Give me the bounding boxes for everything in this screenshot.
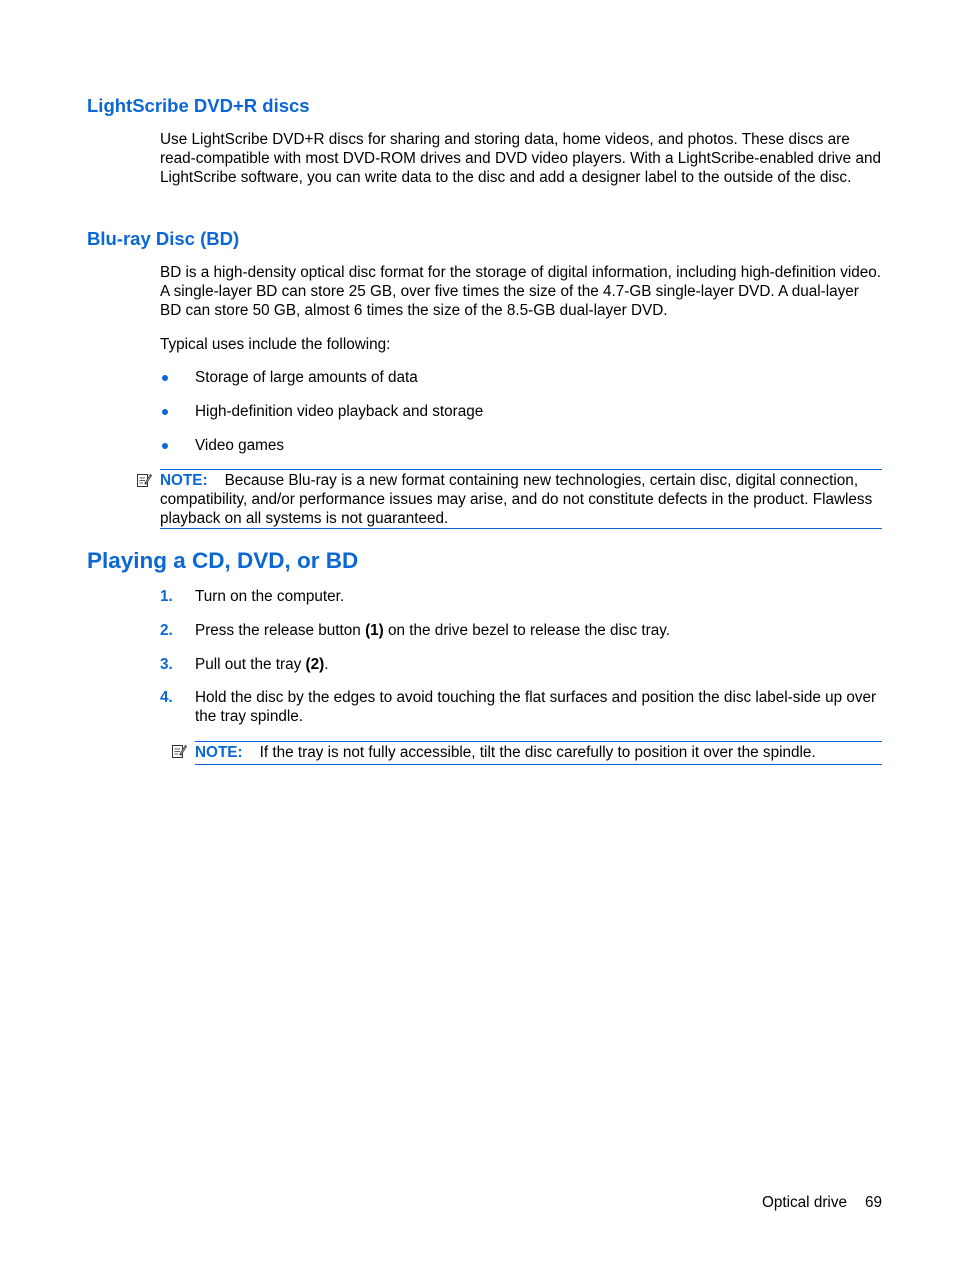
list-item-text: Storage of large amounts of data	[195, 369, 418, 386]
step-number: 3.	[160, 656, 173, 673]
bullet-icon	[162, 443, 168, 449]
playing-heading: Playing a CD, DVD, or BD	[87, 548, 359, 573]
note-body: Because Blu-ray is a new format containing new technologies, certain disc, digital connection, compatibility, and/or performance issues may arise, and do not constitute defects in the product. Flawless playback on all systems is not guaranteed.	[160, 472, 873, 527]
step-text: Turn on the computer.	[195, 588, 345, 605]
footer-section-name: Optical drive	[761, 1194, 847, 1211]
list-item-text: Video games	[195, 437, 285, 454]
step-number: 2.	[160, 622, 173, 639]
note-box	[195, 741, 882, 765]
page-number: 69	[864, 1194, 882, 1211]
note-pencil-icon	[171, 743, 187, 759]
bullet-icon	[162, 409, 168, 415]
step-number: 1.	[160, 588, 173, 605]
lightscribe-paragraph: Use LightScribe DVD+R discs for sharing and storing data, home videos, and photos. These discs are read-compatible with most DVD-ROM drives and DVD video players. With a LightScribe-enabled drive and LightScribe software, you can write data to the disc and add a designer label to the outside of the disc.	[160, 131, 881, 186]
note-body: If the tray is not fully accessible, tilt the disc carefully to position it over the spindle.	[259, 744, 816, 761]
note-box	[160, 469, 882, 529]
step-text: Pull out the tray (2).	[195, 656, 329, 673]
note-label: NOTE:	[195, 744, 243, 761]
list-item-text: High-definition video playback and storage	[195, 403, 484, 420]
page-footer	[762, 1193, 882, 1212]
note-pencil-icon	[136, 472, 152, 488]
bluray-paragraph: BD is a high-density optical disc format for the storage of digital information, including high-definition video. A single-layer BD can store 25 GB, over five times the size of the 4.7-GB single-layer DVD. A dual-layer BD can store 50 GB, almost 6 times the size of the 8.5-GB dual-layer DVD.	[160, 264, 882, 319]
note-label: NOTE:	[160, 472, 208, 489]
lightscribe-heading: LightScribe DVD+R discs	[87, 95, 310, 116]
step-text: Press the release button (1) on the drive bezel to release the disc tray.	[195, 622, 671, 639]
note-text	[160, 471, 882, 528]
step-text: Hold the disc by the edges to avoid touching the flat surfaces and position the disc label-side up over the tray spindle.	[195, 689, 877, 725]
note-text	[195, 743, 882, 762]
bullet-icon	[162, 375, 168, 381]
uses-intro: Typical uses include the following:	[160, 336, 391, 353]
step-number: 4.	[160, 689, 173, 706]
bluray-heading: Blu-ray Disc (BD)	[87, 228, 240, 249]
